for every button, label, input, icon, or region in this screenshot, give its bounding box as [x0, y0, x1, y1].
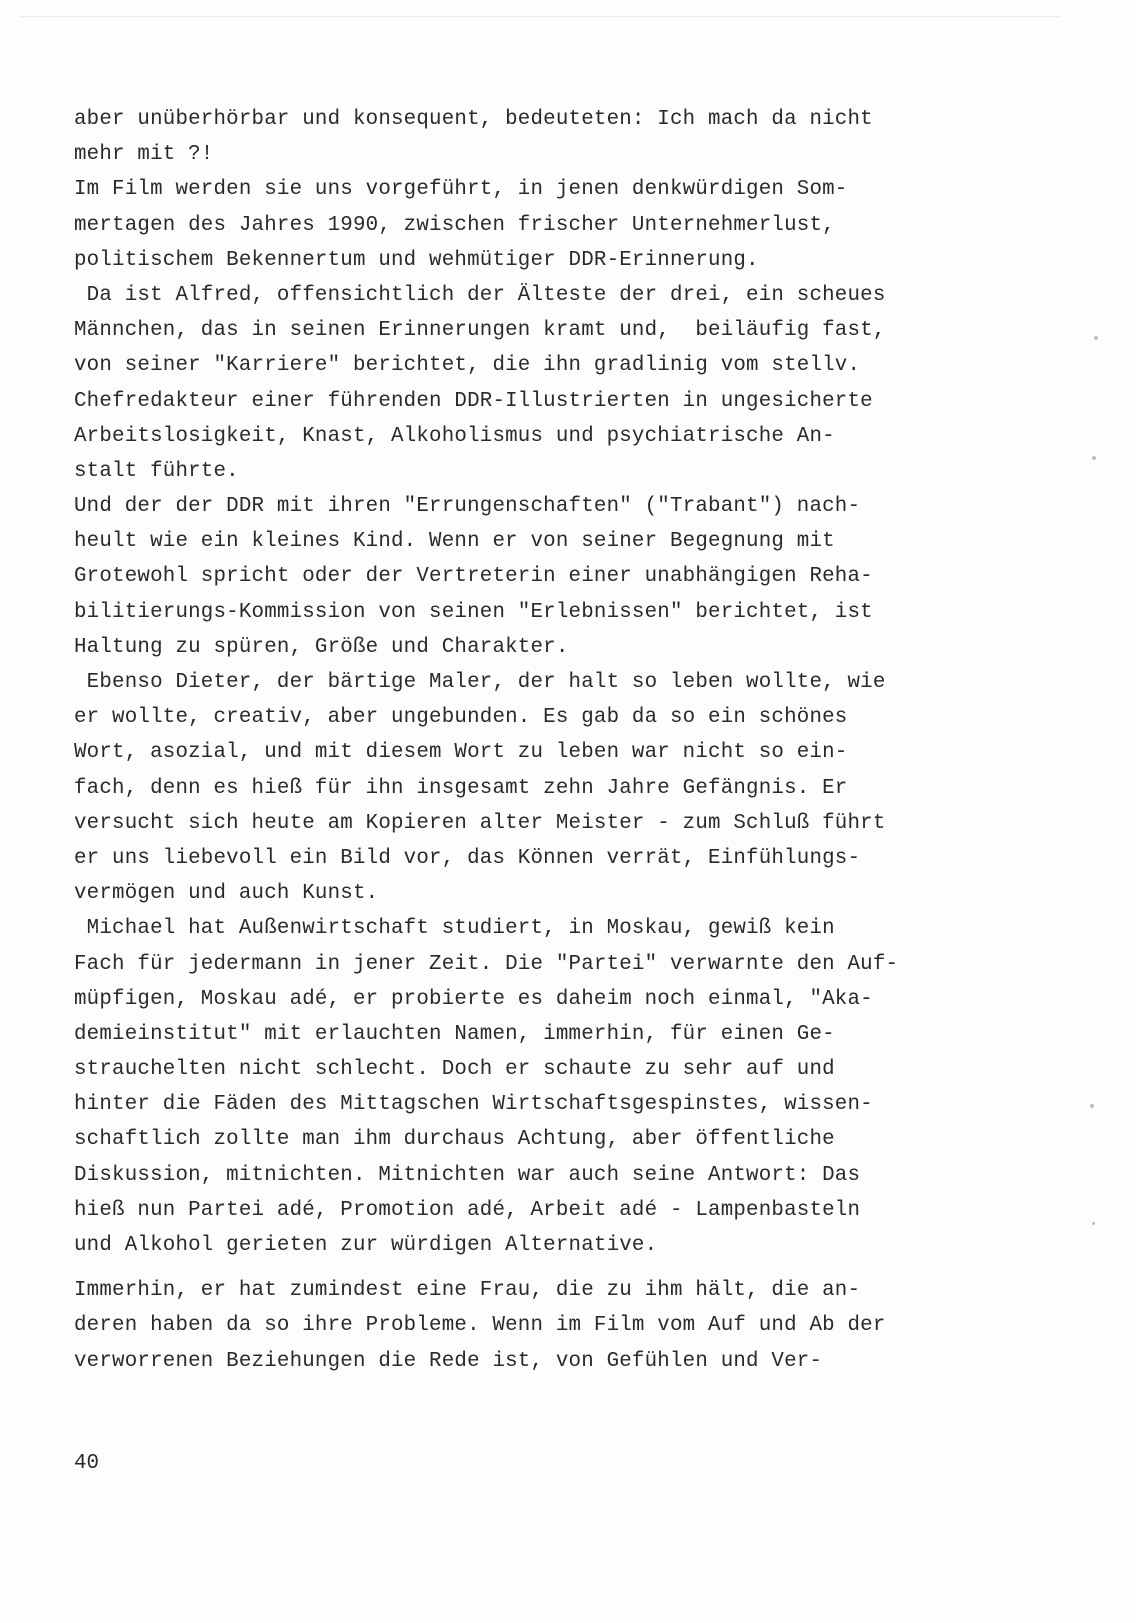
text-line: politischem Bekennertum und wehmütiger DDR-Erinnerung. — [74, 248, 759, 272]
text-line: Da ist Alfred, offensichtlich der Älteste der drei, ein scheues — [74, 283, 886, 307]
text-line: Diskussion, mitnichten. Mitnichten war auch seine Antwort: Das — [74, 1163, 861, 1187]
text-line: strauchelten nicht schlecht. Doch er schaute zu sehr auf und — [74, 1058, 835, 1082]
text-line: hieß nun Partei adé, Promotion adé, Arbeit adé - Lampenbasteln — [74, 1198, 861, 1222]
paper-speck — [1092, 456, 1096, 460]
text-line: bilitierungs-Kommission von seinen "Erlebnissen" berichtet, ist — [74, 600, 873, 624]
text-line: Chefredakteur einer führenden DDR-Illustrierten in ungesicherte — [74, 389, 873, 413]
text-line: deren haben da so ihre Probleme. Wenn im Film vom Auf und Ab der — [74, 1314, 886, 1338]
text-line: er uns liebevoll ein Bild vor, das Können verrät, Einfühlungs- — [74, 846, 861, 870]
text-line: mehr mit ?! — [74, 143, 214, 167]
paper-speck — [1090, 1104, 1094, 1108]
page-fold-line — [20, 16, 1060, 17]
text-line: vermögen und auch Kunst. — [74, 882, 379, 906]
text-line: Arbeitslosigkeit, Knast, Alkoholismus und psychiatrische An- — [74, 424, 835, 448]
text-line: versucht sich heute am Kopieren alter Meister - zum Schluß führt — [74, 811, 886, 835]
text-line: von seiner "Karriere" berichtet, die ihn gradlinig vom stellv. — [74, 354, 861, 378]
text-line: er wollte, creativ, aber ungebunden. Es gab da so ein schönes — [74, 706, 848, 730]
text-line: hinter die Fäden des Mittagschen Wirtschaftsgespinstes, wissen- — [74, 1093, 873, 1117]
text-line: Grotewohl spricht oder der Vertreterin einer unabhängigen Reha- — [74, 565, 873, 589]
page-number: 40 — [74, 1452, 99, 1475]
body-text — [74, 102, 1074, 1379]
text-line: müpfigen, Moskau adé, er probierte es daheim noch einmal, "Aka- — [74, 987, 873, 1011]
text-line: Haltung zu spüren, Größe und Charakter. — [74, 635, 569, 659]
text-line: Ebenso Dieter, der bärtige Maler, der halt so leben wollte, wie — [74, 671, 886, 694]
text-line: Männchen, das in seinen Erinnerungen kramt und, beiläufig fast, — [74, 319, 886, 343]
text-line: aber unüberhörbar und konsequent, bedeuteten: Ich mach da nicht — [74, 108, 873, 131]
text-line: Fach für jedermann in jener Zeit. Die "Partei" verwarnte den Auf- — [74, 952, 899, 976]
text-line: mertagen des Jahres 1990, zwischen frischer Unternehmerlust, — [74, 213, 835, 237]
text-line: Michael hat Außenwirtschaft studiert, in Moskau, gewiß kein — [74, 917, 835, 941]
paper-speck — [1094, 336, 1098, 340]
paragraph-gap — [74, 1263, 1074, 1273]
text-line: fach, denn es hieß für ihn insgesamt zehn Jahre Gefängnis. Er — [74, 776, 848, 800]
paper-speck — [1092, 1222, 1095, 1225]
text-line: Immerhin, er hat zumindest eine Frau, die zu ihm hält, die an- — [74, 1279, 861, 1303]
text-line: Und der der DDR mit ihren "Errungenschaften" ("Trabant") nach- — [74, 495, 861, 519]
text-line: verworrenen Beziehungen die Rede ist, von Gefühlen und Ver- — [74, 1349, 823, 1373]
text-line: Wort, asozial, und mit diesem Wort zu leben war nicht so ein- — [74, 741, 848, 765]
text-line: heult wie ein kleines Kind. Wenn er von seiner Begegnung mit — [74, 530, 835, 554]
text-line: und Alkohol gerieten zur würdigen Alternative. — [74, 1234, 658, 1257]
text-line: stalt führte. — [74, 459, 239, 483]
text-line: Im Film werden sie uns vorgeführt, in jenen denkwürdigen Som- — [74, 178, 848, 202]
text-line: schaftlich zollte man ihm durchaus Achtung, aber öffentliche — [74, 1128, 835, 1152]
text-line: demieinstitut" mit erlauchten Namen, immerhin, für einen Ge- — [74, 1022, 835, 1046]
